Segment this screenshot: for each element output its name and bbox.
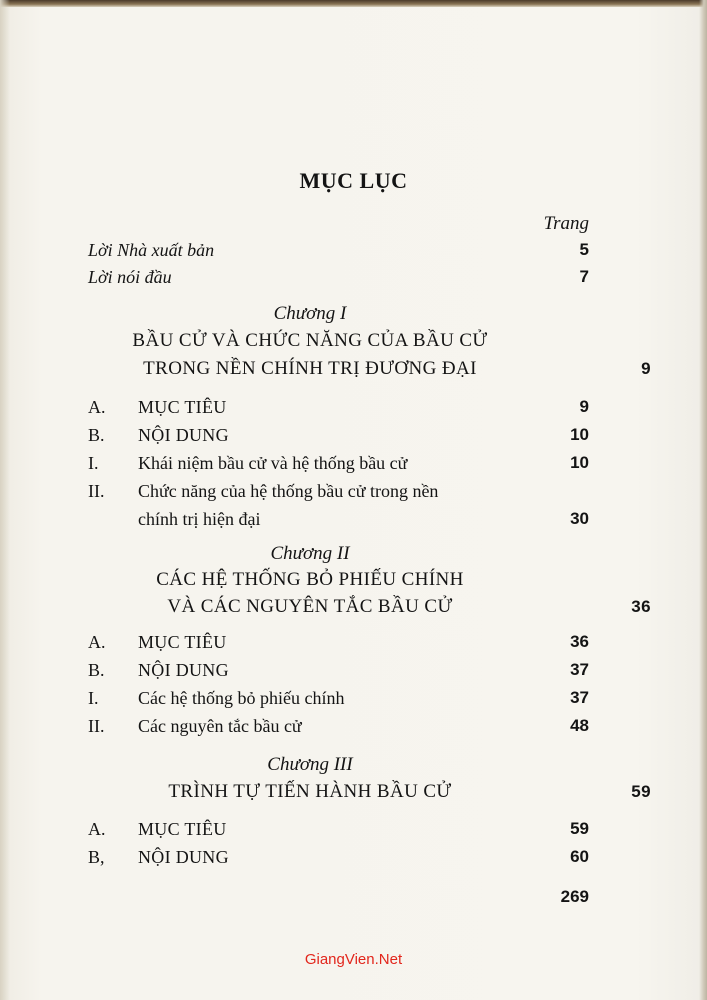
toc-entry bbox=[88, 425, 589, 453]
page-column-header: Trang bbox=[543, 213, 589, 234]
chapter-title-text: CÁC HỆ THỐNG BỎ PHIẾU CHÍNH bbox=[156, 569, 464, 590]
chapter-page: 9 bbox=[641, 359, 651, 378]
page-title: MỤC LỤC bbox=[299, 168, 408, 193]
toc-entry-mark: A. bbox=[88, 819, 106, 839]
toc-entry-mark: II. bbox=[88, 716, 105, 736]
toc-entry-mark: B, bbox=[88, 847, 105, 867]
toc-entry bbox=[88, 267, 589, 295]
toc-entry-label: chính trị hiện đại bbox=[138, 509, 261, 529]
toc-entry-page: 5 bbox=[579, 240, 589, 259]
toc-entry-page: 59 bbox=[570, 819, 589, 838]
toc-entry bbox=[88, 716, 589, 744]
footer-page-number: 269 bbox=[560, 887, 589, 906]
toc-entry bbox=[88, 847, 589, 875]
toc-entry bbox=[88, 688, 589, 716]
chapter-title-line bbox=[0, 330, 620, 352]
toc-entry-page: 10 bbox=[570, 453, 589, 472]
toc-entry-label: Lời Nhà xuất bản bbox=[88, 240, 215, 260]
toc-entry-mark: A. bbox=[88, 397, 106, 417]
toc-entry-page: 37 bbox=[570, 660, 589, 679]
chapter-label: Chương II bbox=[270, 543, 350, 564]
toc-entry-label: Chức năng của hệ thống bầu cử trong nền bbox=[138, 481, 439, 501]
toc-entry-page: 7 bbox=[579, 267, 589, 286]
toc-entry-label: Các nguyên tắc bầu cử bbox=[138, 716, 302, 736]
toc-entry-label: MỤC TIÊU bbox=[138, 819, 227, 839]
toc-entry-mark: B. bbox=[88, 425, 105, 445]
chapter-title-text: TRONG NỀN CHÍNH TRỊ ĐƯƠNG ĐẠI bbox=[143, 358, 477, 379]
toc-entry-page: 36 bbox=[570, 632, 589, 651]
chapter-title-line bbox=[0, 781, 651, 803]
chapter-title-line bbox=[0, 358, 651, 380]
toc-entry bbox=[88, 660, 589, 688]
toc-entry-mark: I. bbox=[88, 453, 99, 473]
toc-entry bbox=[88, 240, 589, 268]
toc-entry-label: NỘI DUNG bbox=[138, 847, 229, 867]
watermark-text: GiangVien.Net bbox=[304, 951, 403, 968]
toc-entry-mark: A. bbox=[88, 632, 106, 652]
toc-entry-page: 48 bbox=[570, 716, 589, 735]
chapter-page: 59 bbox=[631, 782, 651, 801]
toc-entry-label: Khái niệm bầu cử và hệ thống bầu cử bbox=[138, 453, 408, 473]
chapter-page: 36 bbox=[631, 597, 651, 616]
chapter-title-text: TRÌNH TỰ TIẾN HÀNH BẦU CỬ bbox=[168, 781, 452, 802]
page-top-edge bbox=[0, 0, 707, 7]
toc-entry-label: NỘI DUNG bbox=[138, 660, 229, 680]
chapter-label: Chương I bbox=[273, 303, 347, 324]
toc-entry-mark: B. bbox=[88, 660, 105, 680]
toc-entry-page: 10 bbox=[570, 425, 589, 444]
toc-entry-label: MỤC TIÊU bbox=[138, 632, 227, 652]
chapter-title-text: BẦU CỬ VÀ CHỨC NĂNG CỦA BẦU CỬ bbox=[132, 330, 488, 351]
toc-entry bbox=[88, 632, 589, 660]
chapter-title-line bbox=[0, 569, 620, 591]
toc-entry-mark: I. bbox=[88, 688, 99, 708]
toc-entry bbox=[88, 481, 589, 509]
toc-entry-page: 9 bbox=[579, 397, 589, 416]
toc-entry-page: 37 bbox=[570, 688, 589, 707]
toc-entry-label: MỤC TIÊU bbox=[138, 397, 227, 417]
toc-entry-label: Các hệ thống bỏ phiếu chính bbox=[138, 688, 345, 708]
chapter-label: Chương III bbox=[267, 754, 353, 775]
toc-entry-label: Lời nói đầu bbox=[88, 267, 172, 287]
toc-entry bbox=[88, 397, 589, 425]
chapter-title-line bbox=[0, 596, 651, 618]
toc-entry-mark: II. bbox=[88, 481, 105, 501]
toc-entry bbox=[88, 453, 589, 481]
chapter-title-text: VÀ CÁC NGUYÊN TẮC BẦU CỬ bbox=[167, 596, 453, 617]
toc-entry-page: 30 bbox=[570, 509, 589, 528]
page-left-edge bbox=[0, 0, 10, 1000]
toc-entry-continuation bbox=[88, 509, 589, 537]
page-right-edge bbox=[699, 0, 707, 1000]
toc-entry-page: 60 bbox=[570, 847, 589, 866]
toc-entry bbox=[88, 819, 589, 847]
toc-entry-label: NỘI DUNG bbox=[138, 425, 229, 445]
